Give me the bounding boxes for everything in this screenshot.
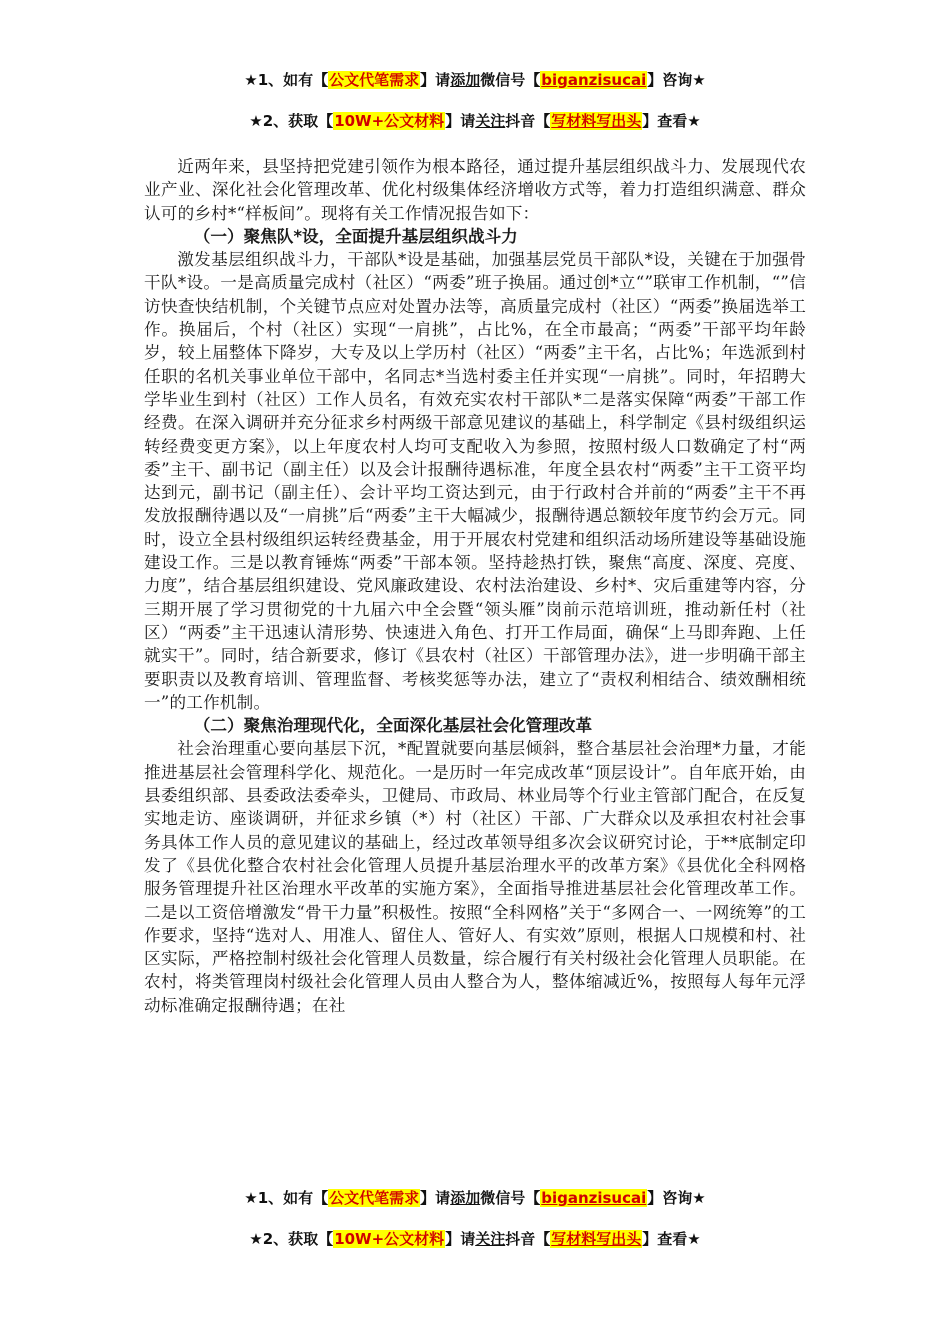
star-icon: ★ [244, 71, 258, 89]
banner-text: 2、获取【 [262, 1230, 334, 1248]
banner-text: 抖音【 [505, 1230, 551, 1248]
banner-underlined: 关注 [475, 1230, 506, 1248]
document-body [144, 155, 806, 1017]
banner-text: 】请 [420, 71, 451, 89]
banner-text: 】请 [445, 1230, 476, 1248]
banner-underlined: 添加 [450, 1189, 481, 1207]
banner-text: 】请 [420, 1189, 451, 1207]
section-heading-2: （二）聚焦治理现代化，全面深化基层社会化管理改革 [193, 716, 593, 736]
top-banner-line-2 [0, 109, 950, 133]
banner-text: 】查看★ [642, 1230, 701, 1248]
section-heading-1: （一）聚焦队*设，全面提升基层组织战斗力 [193, 226, 518, 246]
highlight-materials: 10W+公文材料 [334, 112, 445, 130]
highlight-service: 公文代笔需求 [329, 1189, 420, 1207]
douyin-account-link[interactable]: 写材料写出头 [551, 1230, 642, 1248]
banner-text: 】查看★ [642, 112, 701, 130]
banner-text: 1、如有【 [257, 71, 329, 89]
banner-text: 】咨询★ [647, 71, 706, 89]
star-icon: ★ [249, 112, 263, 130]
banner-text: 抖音【 [505, 112, 551, 130]
highlight-service: 公文代笔需求 [329, 71, 420, 89]
banner-underlined: 关注 [475, 112, 506, 130]
wechat-id-link[interactable]: biganzisucai [541, 1189, 647, 1207]
highlight-materials: 10W+公文材料 [334, 1230, 445, 1248]
wechat-id-link[interactable]: biganzisucai [541, 71, 647, 89]
banner-text: 2、获取【 [262, 112, 334, 130]
banner-underlined: 添加 [450, 71, 481, 89]
top-banner-line-1 [0, 68, 950, 92]
bottom-banner-line-2 [0, 1227, 950, 1251]
banner-text: 】请 [445, 112, 476, 130]
banner-text: 】咨询★ [647, 1189, 706, 1207]
bottom-banner-line-1 [0, 1186, 950, 1210]
section-2-paragraph: 社会治理重心要向基层下沉，*配置就要向基层倾斜，整合基层社会治理*力量，才能推进基层社会管理科学化、规范化。一是历时一年完成改革“顶层设计”。自年底开始，由县委组织部、县委政法委牵头，卫健局、市政局、林业局等个行业主管部门配合，在反复实地走访、座谈调研，并征求乡镇（*）村（社区）干部、广大群众以及承担农村社会事务具体工作人员的意见建议的基础上，经过改革领导组多次会议研究讨论，于**底制定印发了《县优化整合农村社会化管理人员提升基层治理水平的改革方案》《县优化全科网格服务管理提升社区治理水平改革的实施方案》，全面指导推进基层社会化管理改革工作。二是以工资倍增激发“骨干力量”积极性。按照“全科网格”关于“多网合一、一网统筹”的工作要求，坚持“选对人、用准人、留住人、管好人、有实效”原则，根据人口规模和村、社区实际，严格控制村级社会化管理人员数量，综合履行有关村级社会化管理人员职能。在农村，将类管理岗村级社会化管理人员由人整合为人，整体缩减近%，按照每人每年元浮动标准确定报酬待遇；在社 [144, 739, 806, 1015]
banner-text: 微信号【 [480, 1189, 541, 1207]
star-icon: ★ [244, 1189, 258, 1207]
section-1-paragraph: 激发基层组织战斗力，干部队*设是基础，加强基层党员干部队*设，关键在于加强骨干队*设。一是高质量完成村（社区）“两委”班子换届。通过创*立“”联审工作机制，“”信访快查快结机制，个关键节点应对处置办法等，高质量完成村（社区）“两委”换届选举工作。换届后，个村（社区）实现“一肩挑”，占比%，在全市最高；“两委”干部平均年龄岁，较上届整体下降岁，大专及以上学历村（社区）“两委”主干名，占比%；年选派到村任职的名机关事业单位干部中，名同志*当选村委主任并实现“一肩挑”。同时，年招聘大学毕业生到村（社区）工作人员名，有效充实农村干部队*二是落实保障“两委”干部工作经费。在深入调研并充分征求乡村两级干部意见建议的基础上，科学制定《县村级组织运转经费变更方案》，以上年度农村人均可支配收入为参照，按照村级人口数确定了村“两委”主干、副书记（副主任）以及会计报酬待遇标准，年度全县农村“两委”主干工资平均达到元，副书记（副主任）、会计平均工资达到元，由于行政村合并前的“两委”主干不再发放报酬待遇以及“一肩挑”后“两委”主干大幅减少，报酬待遇总额较年度节约会万元。同时，设立全县村级组织运转经费基金，用于开展农村党建和组织活动场所建设等基础设施建设工作。三是以教育锤炼“两委”干部本领。坚持趁热打铁，聚焦“高度、深度、亮度、力度”，结合基层组织建设、党风廉政建设、农村法治建设、乡村*、灾后重建等内容，分三期开展了学习贯彻党的十九届六中全会暨“领头雁”岗前示范培训班，推动新任村（社区）“两委”主干迅速认清形势、快速进入角色、打开工作局面，确保“上马即奔跑、上任就实干”。同时，结合新要求，修订《县农村（社区）干部管理办法》，进一步明确干部主要职责以及教育培训、管理监督、考核奖惩等办法，建立了“责权利相结合、绩效酬相统一”的工作机制。 [144, 250, 806, 712]
banner-text: 微信号【 [480, 71, 541, 89]
intro-paragraph: 近两年来，县坚持把党建引领作为根本路径，通过提升基层组织战斗力、发展现代农业产业、深化社会化管理改革、优化村级集体经济增收方式等，着力打造组织满意、群众认可的乡村*“样板间”。现将有关工作情况报告如下： [144, 157, 806, 223]
banner-text: 1、如有【 [257, 1189, 329, 1207]
star-icon: ★ [249, 1230, 263, 1248]
douyin-account-link[interactable]: 写材料写出头 [551, 112, 642, 130]
